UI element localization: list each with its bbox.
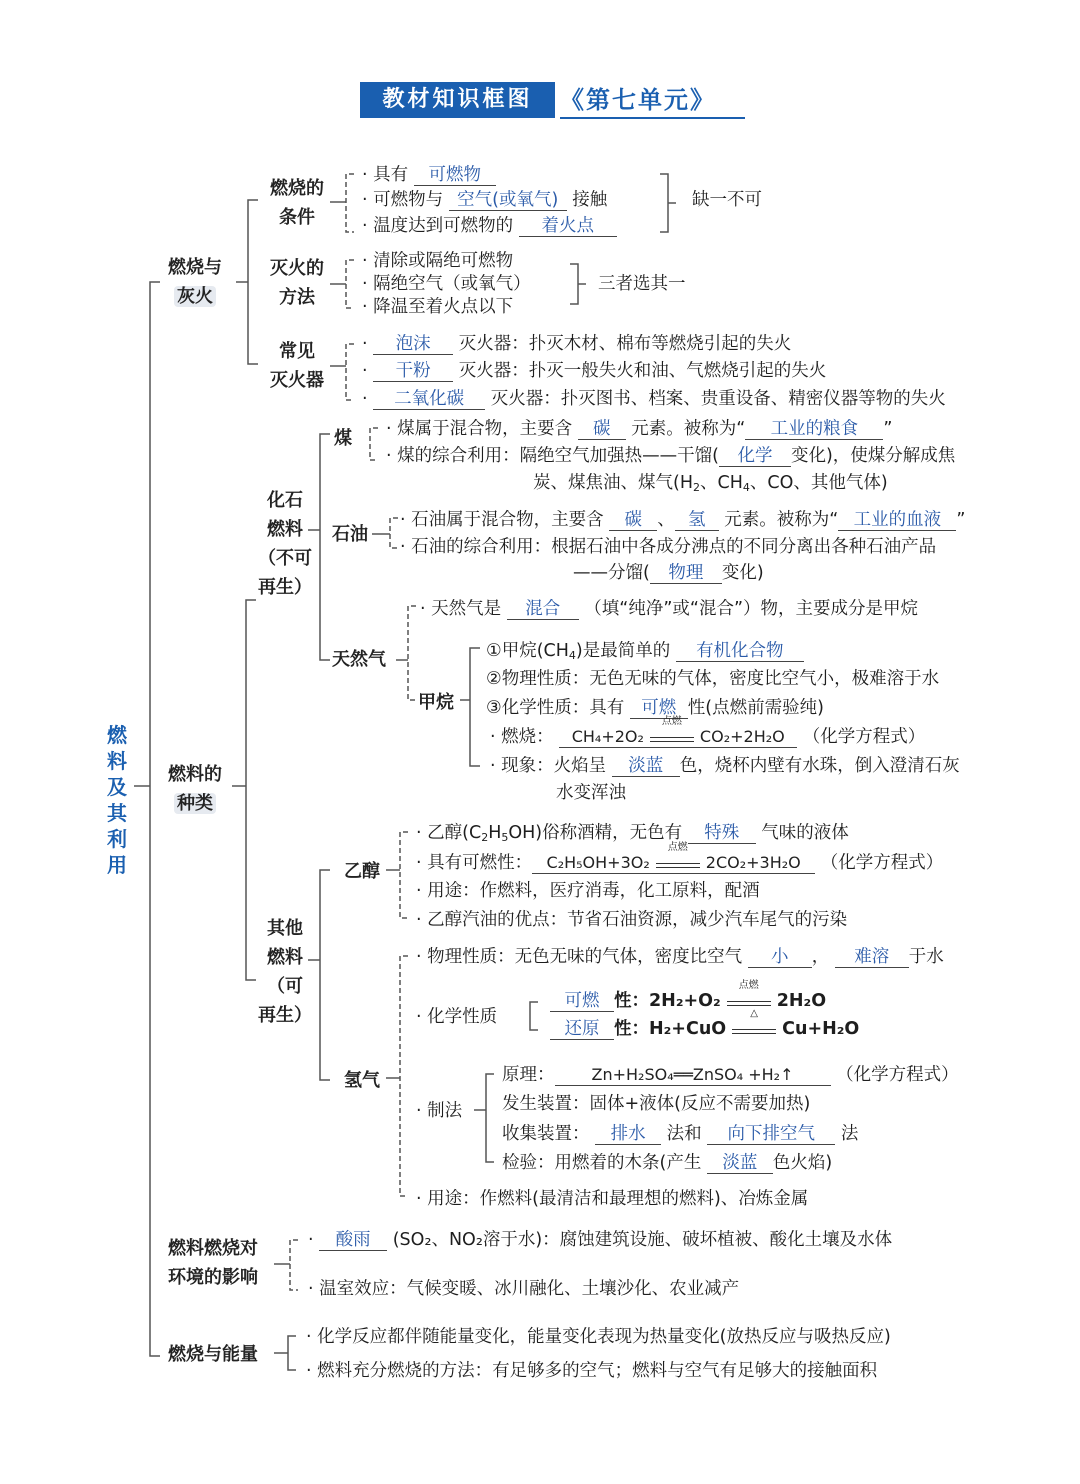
methane-line-2: ②物理性质：无色无味的气体，密度比空气小，极难溶于水	[486, 669, 940, 689]
condition-2: · 可燃物与 空气(或氧气) 接触	[362, 190, 608, 210]
methane-bracket	[470, 648, 480, 766]
extinguisher-bracket	[346, 344, 354, 400]
coal-bracket	[370, 428, 378, 460]
burning-bracket	[248, 200, 258, 364]
condition-summary: 缺一不可	[692, 190, 762, 210]
node-burning-conditions: 燃烧的 条件	[270, 178, 324, 228]
chemical-bracket	[530, 1002, 538, 1030]
node-fuel-types: 燃料的 种类	[168, 764, 222, 814]
coal-line-3: 炭、煤焦油、煤气($H_2$、$CH_4$、CO、其他气体)	[533, 473, 888, 494]
root-node: 燃料及其利用	[107, 723, 127, 877]
method-summary: 三者选其一	[598, 274, 686, 294]
conditions-bracket	[346, 174, 354, 232]
petroleum-line-3: ——分馏( 物理 变化)	[573, 563, 764, 583]
method-1: · 清除或隔绝可燃物	[362, 251, 514, 271]
hydrogen-combustible: 可燃 性：2H₂+O₂ 点燃 2H₂O	[550, 990, 826, 1012]
node-environment-impact: 燃料燃烧对 环境的影响	[168, 1238, 258, 1288]
title-box: 教材知识框图	[360, 82, 555, 118]
node-coal: 煤	[334, 428, 352, 449]
fuel-types-bracket	[246, 600, 256, 980]
ethanol-advantage: · 乙醇汽油的优点：节省石油资源，减少汽车尾气的污染	[416, 910, 848, 930]
preparation-test: 检验：用燃着的木条(产生 淡蓝 色火焰)	[502, 1153, 833, 1173]
ethanol-bracket	[400, 832, 408, 918]
coal-line-1: · 煤属于混合物，主要含 碳 元素。被称为“ 工业的粮食 ”	[386, 419, 893, 439]
other-fuels-bracket	[320, 870, 330, 1080]
methods-right-bracket	[570, 264, 586, 304]
conditions-right-bracket	[660, 174, 676, 232]
gas-bracket	[408, 606, 416, 700]
preparation-principle: 原理： Zn+H₂SO₄══ZnSO₄ +H₂↑ （化学方程式）	[502, 1065, 959, 1085]
root-bracket	[150, 282, 160, 1356]
condition-3: · 温度达到可燃物的 着火点	[362, 215, 617, 237]
node-burning-energy: 燃烧与能量	[168, 1344, 258, 1365]
methods-bracket	[346, 260, 354, 308]
node-hydrogen: 氢气	[344, 1070, 380, 1091]
fossil-bracket	[320, 434, 330, 660]
petroleum-line-1: · 石油属于混合物，主要含 碳 、 氢 元素。被称为“ 工业的血液 ”	[400, 510, 966, 530]
energy-line-2: · 燃料充分燃烧的方法：有足够多的空气；燃料与空气有足够大的接触面积	[306, 1361, 878, 1381]
gas-line-1: · 天然气是 混合 （填“纯净”或“混合”）物，主要成分是甲烷	[420, 599, 919, 619]
env-acid-rain: · 酸雨 (SO₂、NO₂溶于水)：腐蚀建筑设施、破坏植被、酸化土壤及水体	[308, 1230, 893, 1250]
hydrogen-uses: · 用途：作燃料(最清洁和最理想的燃料)、冶炼金属	[416, 1189, 809, 1209]
hydrogen-chemical-label: · 化学性质	[416, 1007, 498, 1027]
methane-combustion: · 燃烧： CH₄+2O₂ 点燃 CO₂+2H₂O （化学方程式）	[490, 716, 926, 747]
petroleum-bracket	[390, 518, 398, 548]
node-methane: 甲烷	[418, 692, 454, 713]
node-extinguishers: 常见 灭火器	[270, 341, 324, 391]
method-2: · 隔绝空气（或氧气）	[362, 274, 531, 294]
env-greenhouse: · 温室效应：气候变暖、冰川融化、土壤沙化、农业减产	[308, 1279, 740, 1299]
node-burning-and-extinguish: 燃烧与 灰火	[168, 257, 222, 307]
methane-phenomenon-2: 水变浑浊	[556, 783, 626, 803]
ethanol-line-1: · 乙醇$(C_2H_5OH)$俗称酒精，无色有 特殊 气味的液体	[416, 823, 849, 844]
method-3: · 降温至着火点以下	[362, 297, 514, 317]
condition-1: · 具有 可燃物	[362, 164, 496, 186]
unit-title: 《第七单元》	[560, 86, 716, 114]
node-other-fuels: 其他 燃料 （可 再生）	[258, 918, 312, 1026]
methane-line-1: ①甲烷$(CH_4)$是最简单的 有机化合物	[486, 640, 804, 667]
preparation-collection: 收集装置： 排水 法和 向下排空气 法	[502, 1124, 859, 1144]
node-petroleum: 石油	[332, 524, 368, 545]
hydrogen-physical: · 物理性质：无色无味的气体，密度比空气 小 ， 难溶 于水	[416, 947, 944, 967]
node-natural-gas: 天然气	[332, 649, 386, 670]
node-fossil-fuels: 化石 燃料 （不可 再生）	[258, 490, 312, 598]
energy-bracket	[288, 1336, 296, 1370]
node-ethanol: 乙醇	[344, 861, 380, 882]
preparation-bracket	[486, 1074, 494, 1162]
ethanol-uses: · 用途：作燃料，医疗消毒，化工原料，配酒	[416, 881, 760, 901]
title-underline	[560, 117, 745, 119]
coal-line-2: · 煤的综合利用：隔绝空气加强热——干馏( 化学 变化)，使煤分解成焦	[386, 446, 956, 466]
extinguisher-2: · 干粉 灭火器：扑灭一般失火和油、气燃烧引起的失火	[362, 361, 827, 381]
methane-line-3: ③化学性质：具有 可燃 性(点燃前需验纯)	[486, 698, 824, 718]
petroleum-line-2: · 石油的综合利用：根据石油中各成分沸点的不同分离出各种石油产品	[400, 537, 937, 557]
methane-phenomenon: · 现象：火焰呈 淡蓝 色，烧杯内壁有水珠，倒入澄清石灰	[490, 756, 960, 776]
hydrogen-reducing: 还原 性：H₂+CuO △ Cu+H₂O	[550, 1018, 859, 1040]
hydrogen-bracket	[400, 956, 408, 1196]
extinguisher-1: · 泡沫 灭火器：扑灭木材、棉布等燃烧引起的失火	[362, 334, 792, 354]
environment-bracket	[290, 1240, 298, 1290]
hydrogen-preparation-label: · 制法	[416, 1101, 463, 1121]
ethanol-combustion: · 具有可燃性： C₂H₅OH+3O₂ 点燃 2CO₂+3H₂O （化学方程式）	[416, 842, 944, 873]
preparation-apparatus: 发生装置：固体+液体(反应不需要加热)	[502, 1094, 811, 1114]
energy-line-1: · 化学反应都伴随能量变化，能量变化表现为热量变化(放热反应与吸热反应)	[306, 1327, 891, 1347]
node-extinguish-methods: 灭火的 方法	[270, 258, 324, 308]
extinguisher-3: · 二氧化碳 灭火器：扑灭图书、档案、贵重设备、精密仪器等物的失火	[362, 389, 946, 409]
